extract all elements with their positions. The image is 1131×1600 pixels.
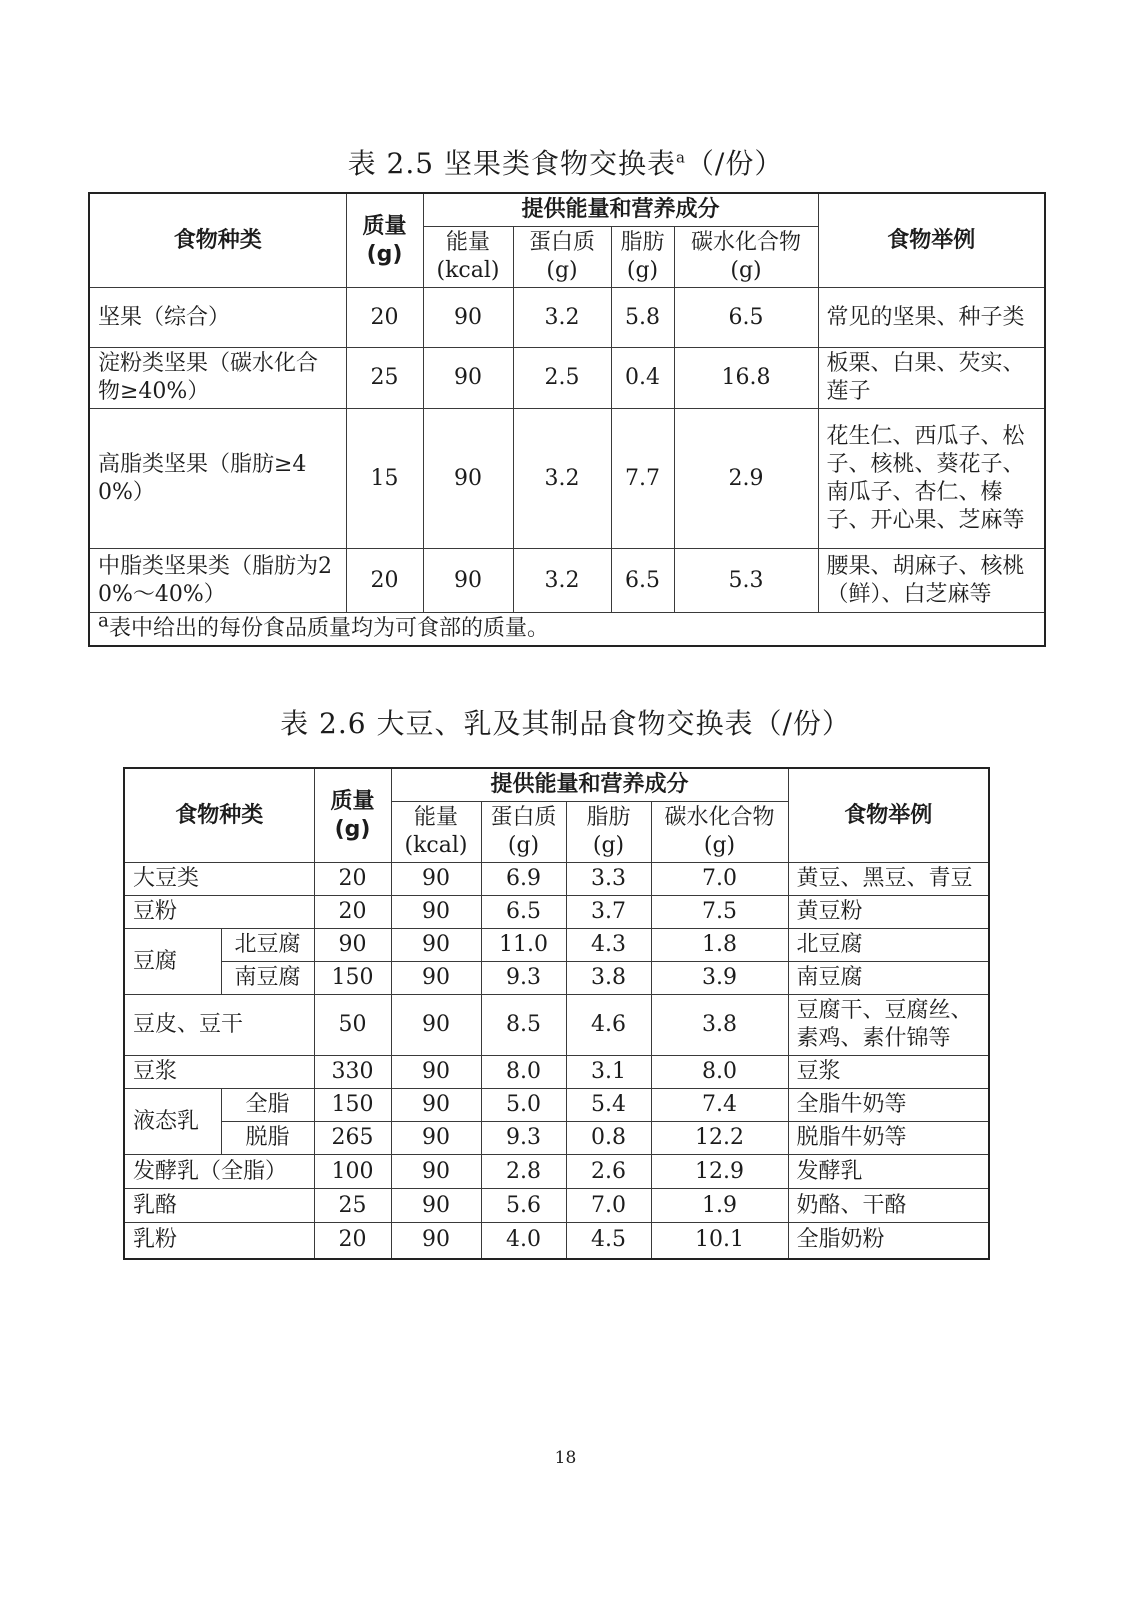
cell-mass: 20 [314,863,391,896]
cell-mass: 15 [346,409,423,549]
col-header-protein [513,227,611,288]
cell-subtype: 脱脂 [221,1122,314,1155]
cell-mass: 50 [314,995,391,1056]
cell-examples: 豆腐干、豆腐丝、素鸡、素什锦等 [788,995,989,1056]
cell-food: 发酵乳（全脂） [124,1155,314,1189]
cell-fat: 4.6 [566,995,651,1056]
col-header-protein-label: 蛋白质 [490,805,557,830]
cell-energy: 90 [391,1056,481,1089]
cell-carb: 1.8 [651,929,788,962]
cell-protein: 6.9 [481,863,566,896]
col-header-mass-label: 质量 [362,213,407,239]
cell-protein: 5.6 [481,1189,566,1223]
cell-mass: 330 [314,1056,391,1089]
cell-fat: 7.0 [566,1189,651,1223]
cell-mass: 150 [314,1089,391,1122]
cell-protein: 2.8 [481,1155,566,1189]
table-row [124,929,989,962]
col-header-carbohydrate [651,802,788,863]
cell-examples: 常见的坚果、种子类 [818,288,1045,348]
cell-food: 中脂类坚果类（脂肪为20%～40%） [89,549,346,613]
cell-subtype: 全脂 [221,1089,314,1122]
cell-carb: 3.9 [651,962,788,995]
cell-protein: 9.3 [481,1122,566,1155]
cell-carb: 1.9 [651,1189,788,1223]
col-header-protein-unit: (g) [546,258,578,283]
cell-carb: 16.8 [674,348,818,409]
cell-energy: 90 [391,1189,481,1223]
cell-protein: 5.0 [481,1089,566,1122]
cell-protein: 2.5 [513,348,611,409]
cell-protein: 3.2 [513,409,611,549]
cell-examples: 豆浆 [788,1056,989,1089]
cell-energy: 90 [391,1122,481,1155]
cell-food: 淀粉类坚果（碳水化合物≥40%） [89,348,346,409]
cell-food: 高脂类坚果（脂肪≥40%） [89,409,346,549]
cell-food: 乳酪 [124,1189,314,1223]
cell-protein: 3.2 [513,549,611,613]
table-row [124,1122,989,1155]
col-header-carbohydrate-label: 碳水化合物 [664,805,775,830]
cell-energy: 90 [423,549,513,613]
table-header-row [89,193,1045,227]
cell-energy: 90 [391,896,481,929]
col-header-food-type: 食物种类 [89,193,346,288]
col-header-fat-label: 脂肪 [586,805,631,830]
cell-mass: 100 [314,1155,391,1189]
cell-group: 豆腐 [124,929,221,995]
table-row [124,1223,989,1259]
footnote-superscript: a [98,612,109,632]
cell-examples: 花生仁、西瓜子、松子、核桃、葵花子、南瓜子、杏仁、榛子、开心果、芝麻等 [818,409,1045,549]
cell-examples: 板栗、白果、芡实、莲子 [818,348,1045,409]
col-header-fat [566,802,651,863]
cell-energy: 90 [391,929,481,962]
col-header-carbohydrate-label: 碳水化合物 [691,230,802,255]
col-header-mass [346,193,423,288]
cell-examples: 黄豆粉 [788,896,989,929]
soy-dairy-exchange-table [123,767,990,1260]
table-row [89,288,1045,348]
col-header-carbohydrate-unit: (g) [730,258,762,283]
table-row [124,995,989,1056]
cell-examples: 全脂奶粉 [788,1223,989,1259]
cell-carb: 3.8 [651,995,788,1056]
cell-carb: 12.9 [651,1155,788,1189]
table-footnote-row [89,613,1045,647]
cell-fat: 5.8 [611,288,674,348]
col-header-food-type: 食物种类 [124,768,314,863]
cell-fat: 3.3 [566,863,651,896]
col-header-energy [391,802,481,863]
cell-carb: 6.5 [674,288,818,348]
table-2-6-title-text: 表 2.6 大豆、乳及其制品食物交换表（/份） [280,707,851,740]
cell-energy: 90 [423,409,513,549]
cell-mass: 150 [314,962,391,995]
cell-mass: 25 [346,348,423,409]
cell-food: 乳粉 [124,1223,314,1259]
cell-protein: 3.2 [513,288,611,348]
col-header-mass-unit: (g) [334,816,371,842]
col-header-protein-unit: (g) [507,833,540,858]
cell-examples: 腰果、胡麻子、核桃（鲜）、白芝麻等 [818,549,1045,613]
cell-protein: 4.0 [481,1223,566,1259]
cell-examples: 奶酪、干酪 [788,1189,989,1223]
cell-fat: 4.3 [566,929,651,962]
col-header-fat-unit: (g) [592,833,625,858]
col-header-nutrition-group: 提供能量和营养成分 [423,193,818,227]
table-row [124,1155,989,1189]
cell-protein: 11.0 [481,929,566,962]
cell-protein: 9.3 [481,962,566,995]
cell-energy: 90 [423,348,513,409]
cell-mass: 20 [346,549,423,613]
cell-carb: 10.1 [651,1223,788,1259]
table-2-5-title-text: 表 2.5 坚果类食物交换表 [347,147,676,180]
cell-carb: 7.0 [651,863,788,896]
footnote-text: 表中给出的每份食品质量均为可食部的质量。 [108,616,549,641]
col-header-nutrition-group: 提供能量和营养成分 [391,768,788,802]
cell-energy: 90 [391,1223,481,1259]
col-header-examples: 食物举例 [788,768,989,863]
cell-protein: 6.5 [481,896,566,929]
cell-energy: 90 [391,863,481,896]
cell-protein: 8.0 [481,1056,566,1089]
cell-mass: 90 [314,929,391,962]
cell-mass: 20 [314,896,391,929]
col-header-energy [423,227,513,288]
table-footnote [89,613,1045,647]
cell-energy: 90 [423,288,513,348]
cell-carb: 2.9 [674,409,818,549]
cell-carb: 7.5 [651,896,788,929]
table-2-6-title [0,702,1131,742]
cell-fat: 6.5 [611,549,674,613]
page-number: 18 [554,1448,577,1468]
cell-examples: 发酵乳 [788,1155,989,1189]
cell-examples: 北豆腐 [788,929,989,962]
cell-fat: 2.6 [566,1155,651,1189]
cell-group: 液态乳 [124,1089,221,1155]
table-row [124,1189,989,1223]
nuts-exchange-table [88,192,1046,647]
table-row [124,1089,989,1122]
col-header-mass-label: 质量 [330,788,375,814]
table-row [124,962,989,995]
col-header-fat-label: 脂肪 [620,230,665,255]
cell-subtype: 北豆腐 [221,929,314,962]
cell-examples: 黄豆、黑豆、青豆 [788,863,989,896]
cell-food: 大豆类 [124,863,314,896]
table-2-5-title-superscript: a [675,148,686,167]
cell-energy: 90 [391,962,481,995]
cell-fat: 0.4 [611,348,674,409]
cell-protein: 8.5 [481,995,566,1056]
cell-mass: 265 [314,1122,391,1155]
cell-food: 豆皮、豆干 [124,995,314,1056]
col-header-mass [314,768,391,863]
col-header-protein [481,802,566,863]
table-row [89,348,1045,409]
cell-energy: 90 [391,1155,481,1189]
cell-carb: 7.4 [651,1089,788,1122]
cell-carb: 5.3 [674,549,818,613]
col-header-carbohydrate [674,227,818,288]
cell-carb: 8.0 [651,1056,788,1089]
table-row [124,896,989,929]
table-row [89,549,1045,613]
cell-food: 豆浆 [124,1056,314,1089]
cell-fat: 3.1 [566,1056,651,1089]
cell-energy: 90 [391,995,481,1056]
cell-examples: 全脂牛奶等 [788,1089,989,1122]
cell-fat: 7.7 [611,409,674,549]
col-header-energy-unit: (kcal) [436,258,500,283]
cell-fat: 4.5 [566,1223,651,1259]
cell-subtype: 南豆腐 [221,962,314,995]
cell-examples: 南豆腐 [788,962,989,995]
table-2-5-title [0,142,1131,182]
col-header-energy-unit: (kcal) [404,833,468,858]
table-row [124,1056,989,1089]
cell-carb: 12.2 [651,1122,788,1155]
cell-examples: 脱脂牛奶等 [788,1122,989,1155]
cell-food: 坚果（综合） [89,288,346,348]
cell-mass: 20 [314,1223,391,1259]
cell-energy: 90 [391,1089,481,1122]
table-2-5-title-unit: （/份） [685,147,784,180]
cell-mass: 25 [314,1189,391,1223]
col-header-protein-label: 蛋白质 [528,230,595,255]
cell-food: 豆粉 [124,896,314,929]
col-header-mass-unit: (g) [366,241,403,267]
col-header-examples: 食物举例 [818,193,1045,288]
col-header-energy-label: 能量 [445,230,490,255]
col-header-fat-unit: (g) [626,258,659,283]
cell-fat: 0.8 [566,1122,651,1155]
col-header-energy-label: 能量 [414,805,459,830]
cell-fat: 5.4 [566,1089,651,1122]
col-header-fat [611,227,674,288]
table-row [89,409,1045,549]
cell-fat: 3.7 [566,896,651,929]
table-header-row [124,768,989,802]
cell-fat: 3.8 [566,962,651,995]
cell-mass: 20 [346,288,423,348]
col-header-carbohydrate-unit: (g) [703,833,736,858]
table-row [124,863,989,896]
